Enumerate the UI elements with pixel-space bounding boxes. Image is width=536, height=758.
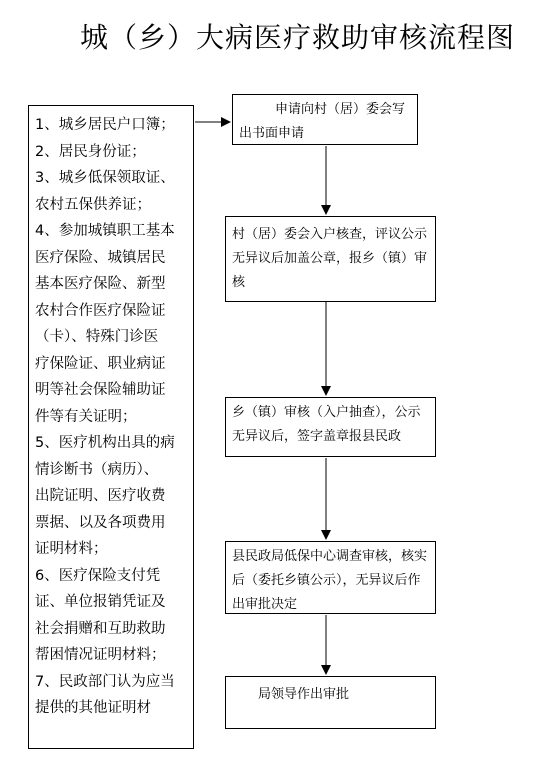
document-line: 农村五保供养证； [35, 196, 151, 213]
step-written-application [232, 94, 418, 145]
document-line: 票据、以及各项费用 [35, 514, 166, 531]
document-line: 提供的其他证明材 [35, 700, 151, 716]
step-text: 村（居）委会入户核查，评议公示无异议后加盖公章，报乡（镇）审核 [232, 227, 428, 290]
step-village-verification [225, 216, 436, 302]
step-text: 申请向村（居）委会写出书面申请 [239, 102, 406, 141]
step-text: 县民政局低保中心调查审核，核实后（委托乡镇公示），无异议后作出审批决定 [232, 549, 428, 612]
document-line: 7、民政部门认为应当 [35, 673, 175, 690]
document-line: 情诊断书（病历）、 [35, 461, 159, 478]
step-township-review [225, 397, 436, 457]
document-line: 证、单位报销凭证及 [35, 594, 166, 610]
document-line: 证明材料； [35, 541, 108, 557]
document-line: 5、医疗机构出具的病 [35, 435, 175, 451]
document-line: 农村合作医疗保险证 [35, 302, 166, 319]
document-line: 基本医疗保险、新型 [35, 276, 166, 292]
document-line: 4、参加城镇职工基本 [35, 223, 175, 239]
step-text: 局领导作出审批 [258, 687, 350, 702]
step-leadership-approval [225, 676, 436, 729]
document-line: 3、城乡低保领取证、 [35, 170, 175, 186]
step-text: 乡（镇）审核（入户抽查），公示无异议后，签字盖章报县民政 [232, 405, 421, 444]
document-line: 出院证明、医疗收费 [35, 488, 166, 504]
step-county-investigation [225, 541, 436, 614]
document-line: 帮困情况证明材料； [35, 647, 166, 663]
document-line: 2、居民身份证； [35, 143, 146, 160]
document-line: 6、医疗保险支付凭 [35, 567, 161, 584]
page-title: 城（乡）大病医疗救助审核流程图 [80, 21, 516, 54]
document-line: （卡）、特殊门诊医 [35, 329, 159, 345]
document-line: 医疗保险、城镇居民 [35, 249, 166, 266]
document-line: 疗保险证、职业病证 [35, 355, 166, 372]
document-line: 明等社会保险辅助证 [35, 382, 166, 398]
document-line: 件等有关证明； [35, 408, 137, 425]
document-line: 1、城乡居民户口簿； [35, 117, 175, 133]
document-line: 社会捐赠和互助救助 [35, 620, 166, 637]
